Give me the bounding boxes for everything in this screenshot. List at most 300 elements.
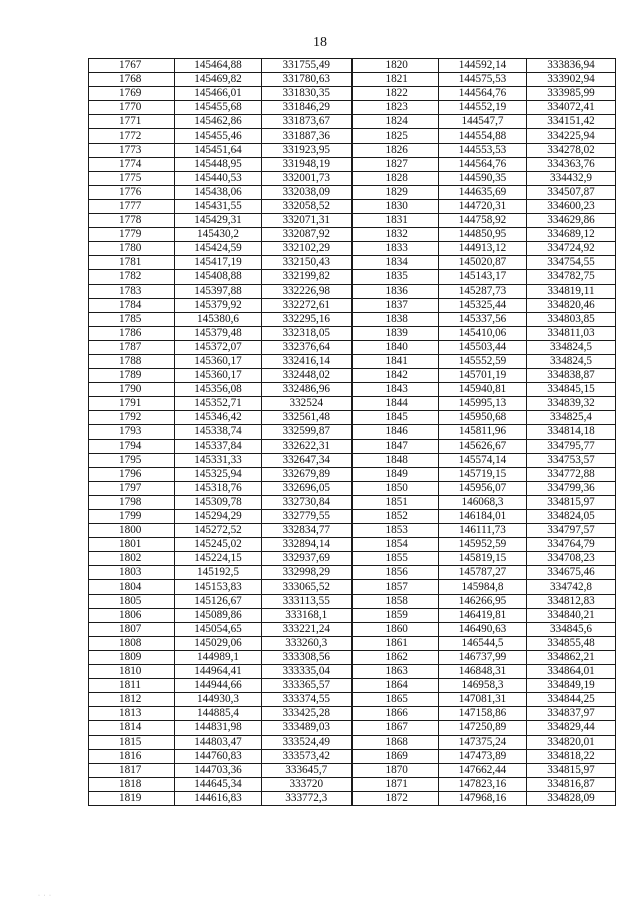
table-row	[89, 59, 616, 73]
table-cell-point-number: 1777	[89, 199, 175, 213]
table-cell-point-number: 1786	[89, 326, 175, 340]
table-cell-y-coordinate: 333113,55	[262, 594, 352, 608]
table-cell-y-coordinate: 334772,88	[527, 467, 616, 481]
table-cell-y-coordinate: 334820,46	[527, 298, 616, 312]
table-cell-point-number: 1818	[89, 777, 175, 791]
table-cell-point-number: 1820	[352, 59, 439, 73]
table-cell-x-coordinate: 145701,19	[439, 369, 527, 383]
table-cell-x-coordinate: 145029,06	[175, 636, 262, 650]
table-cell-x-coordinate: 145352,71	[175, 397, 262, 411]
table-cell-x-coordinate: 145325,94	[175, 467, 262, 481]
table-cell-x-coordinate: 144885,4	[175, 707, 262, 721]
table-row	[89, 467, 616, 481]
table-cell-point-number: 1856	[352, 566, 439, 580]
table-cell-y-coordinate: 331923,95	[262, 143, 352, 157]
table-cell-x-coordinate: 145360,17	[175, 354, 262, 368]
table-row	[89, 298, 616, 312]
scan-artifact: · · ·	[38, 893, 52, 899]
table-cell-point-number: 1870	[352, 763, 439, 777]
table-cell-x-coordinate: 146184,01	[439, 510, 527, 524]
table-cell-x-coordinate: 145143,17	[439, 270, 527, 284]
table-cell-x-coordinate: 147158,86	[439, 707, 527, 721]
table-cell-point-number: 1830	[352, 199, 439, 213]
table-row	[89, 383, 616, 397]
table-cell-y-coordinate: 331873,67	[262, 115, 352, 129]
table-cell-x-coordinate: 144553,53	[439, 143, 527, 157]
table-cell-y-coordinate: 332416,14	[262, 354, 352, 368]
table-cell-point-number: 1840	[352, 340, 439, 354]
table-cell-y-coordinate: 331846,29	[262, 101, 352, 115]
table-row	[89, 214, 616, 228]
table-cell-point-number: 1802	[89, 552, 175, 566]
table-cell-point-number: 1810	[89, 665, 175, 679]
table-cell-x-coordinate: 146266,95	[439, 594, 527, 608]
table-cell-y-coordinate: 334864,01	[527, 665, 616, 679]
table-row	[89, 763, 616, 777]
table-cell-point-number: 1806	[89, 608, 175, 622]
table-cell-x-coordinate: 145245,02	[175, 538, 262, 552]
table-cell-point-number: 1796	[89, 467, 175, 481]
table-cell-point-number: 1793	[89, 425, 175, 439]
table-cell-y-coordinate: 332272,61	[262, 298, 352, 312]
table-cell-x-coordinate: 145372,07	[175, 340, 262, 354]
table-cell-point-number: 1872	[352, 791, 439, 805]
table-cell-y-coordinate: 334225,94	[527, 129, 616, 143]
table-cell-point-number: 1782	[89, 270, 175, 284]
table-row	[89, 228, 616, 242]
table-cell-x-coordinate: 145192,5	[175, 566, 262, 580]
table-cell-x-coordinate: 144554,88	[439, 129, 527, 143]
table-cell-point-number: 1854	[352, 538, 439, 552]
table-cell-y-coordinate: 334824,05	[527, 510, 616, 524]
table-cell-point-number: 1857	[352, 580, 439, 594]
table-cell-x-coordinate: 145360,17	[175, 369, 262, 383]
table-cell-point-number: 1833	[352, 242, 439, 256]
table-cell-y-coordinate: 332679,89	[262, 467, 352, 481]
table-cell-y-coordinate: 332295,16	[262, 312, 352, 326]
table-cell-y-coordinate: 332730,84	[262, 495, 352, 509]
table-cell-x-coordinate: 145380,6	[175, 312, 262, 326]
table-cell-x-coordinate: 144635,69	[439, 185, 527, 199]
table-row	[89, 369, 616, 383]
table-cell-y-coordinate: 334803,85	[527, 312, 616, 326]
table-cell-y-coordinate: 334862,21	[527, 650, 616, 664]
table-cell-x-coordinate: 145811,96	[439, 425, 527, 439]
table-cell-x-coordinate: 144913,12	[439, 242, 527, 256]
table-cell-point-number: 1843	[352, 383, 439, 397]
table-cell-x-coordinate: 145325,44	[439, 298, 527, 312]
table-cell-x-coordinate: 145455,68	[175, 101, 262, 115]
table-cell-x-coordinate: 144944,66	[175, 679, 262, 693]
table-cell-point-number: 1779	[89, 228, 175, 242]
table-cell-x-coordinate: 145451,64	[175, 143, 262, 157]
table-cell-y-coordinate: 334754,55	[527, 256, 616, 270]
table-cell-x-coordinate: 145787,27	[439, 566, 527, 580]
table-cell-y-coordinate: 333221,24	[262, 622, 352, 636]
table-cell-x-coordinate: 144592,14	[439, 59, 527, 73]
table-cell-y-coordinate: 332599,87	[262, 425, 352, 439]
table-cell-y-coordinate: 333065,52	[262, 580, 352, 594]
table-cell-x-coordinate: 146848,31	[439, 665, 527, 679]
table-cell-y-coordinate: 332087,92	[262, 228, 352, 242]
table-row	[89, 312, 616, 326]
table-cell-y-coordinate: 334764,79	[527, 538, 616, 552]
table-cell-y-coordinate: 334845,6	[527, 622, 616, 636]
table-cell-y-coordinate: 333772,3	[262, 791, 352, 805]
table-cell-y-coordinate: 332647,34	[262, 453, 352, 467]
table-row	[89, 439, 616, 453]
table-cell-point-number: 1827	[352, 157, 439, 171]
table-row	[89, 622, 616, 636]
table-cell-point-number: 1837	[352, 298, 439, 312]
table-cell-y-coordinate: 334824,5	[527, 354, 616, 368]
table-cell-y-coordinate: 334837,97	[527, 707, 616, 721]
table-row	[89, 552, 616, 566]
table-cell-y-coordinate: 333645,7	[262, 763, 352, 777]
table-row	[89, 693, 616, 707]
table-cell-y-coordinate: 334795,77	[527, 439, 616, 453]
table-cell-y-coordinate: 332561,48	[262, 411, 352, 425]
table-cell-y-coordinate: 332199,82	[262, 270, 352, 284]
table-row	[89, 129, 616, 143]
table-row	[89, 481, 616, 495]
table-cell-y-coordinate: 334799,36	[527, 481, 616, 495]
table-cell-y-coordinate: 334814,18	[527, 425, 616, 439]
table-cell-y-coordinate: 334838,87	[527, 369, 616, 383]
table-cell-x-coordinate: 146737,99	[439, 650, 527, 664]
table-cell-x-coordinate: 145089,86	[175, 608, 262, 622]
table-cell-point-number: 1860	[352, 622, 439, 636]
table-row	[89, 326, 616, 340]
table-cell-point-number: 1819	[89, 791, 175, 805]
table-cell-point-number: 1799	[89, 510, 175, 524]
table-cell-x-coordinate: 147823,16	[439, 777, 527, 791]
table-cell-y-coordinate: 333308,56	[262, 650, 352, 664]
table-row	[89, 679, 616, 693]
table-cell-point-number: 1839	[352, 326, 439, 340]
table-cell-point-number: 1846	[352, 425, 439, 439]
table-cell-x-coordinate: 144989,1	[175, 650, 262, 664]
table-cell-x-coordinate: 145410,06	[439, 326, 527, 340]
table-cell-y-coordinate: 332038,09	[262, 185, 352, 199]
table-cell-point-number: 1825	[352, 129, 439, 143]
table-cell-point-number: 1847	[352, 439, 439, 453]
table-cell-y-coordinate: 334629,86	[527, 214, 616, 228]
table-cell-x-coordinate: 145331,33	[175, 453, 262, 467]
table-cell-x-coordinate: 147250,89	[439, 721, 527, 735]
table-cell-x-coordinate: 144760,83	[175, 749, 262, 763]
table-cell-point-number: 1800	[89, 524, 175, 538]
table-cell-x-coordinate: 145379,92	[175, 298, 262, 312]
table-cell-point-number: 1803	[89, 566, 175, 580]
table-cell-y-coordinate: 333489,03	[262, 721, 352, 735]
table-cell-point-number: 1791	[89, 397, 175, 411]
table-cell-y-coordinate: 334724,92	[527, 242, 616, 256]
table-cell-x-coordinate: 146111,73	[439, 524, 527, 538]
table-cell-y-coordinate: 333168,1	[262, 608, 352, 622]
table-cell-x-coordinate: 145356,08	[175, 383, 262, 397]
table-cell-point-number: 1768	[89, 73, 175, 87]
table-cell-x-coordinate: 144831,98	[175, 721, 262, 735]
table-cell-x-coordinate: 146068,3	[439, 495, 527, 509]
table-row	[89, 171, 616, 185]
table-cell-x-coordinate: 145379,48	[175, 326, 262, 340]
table-cell-point-number: 1841	[352, 354, 439, 368]
table-cell-point-number: 1772	[89, 129, 175, 143]
table-cell-point-number: 1834	[352, 256, 439, 270]
table-cell-x-coordinate: 144720,31	[439, 199, 527, 213]
table-cell-y-coordinate: 333335,04	[262, 665, 352, 679]
table-cell-point-number: 1804	[89, 580, 175, 594]
table-row	[89, 185, 616, 199]
table-cell-point-number: 1781	[89, 256, 175, 270]
table-cell-y-coordinate: 331755,49	[262, 59, 352, 73]
table-cell-x-coordinate: 147081,31	[439, 693, 527, 707]
table-row	[89, 256, 616, 270]
table-cell-point-number: 1868	[352, 735, 439, 749]
table-row	[89, 665, 616, 679]
table-cell-x-coordinate: 144964,41	[175, 665, 262, 679]
table-cell-y-coordinate: 332150,43	[262, 256, 352, 270]
table-cell-y-coordinate: 334708,23	[527, 552, 616, 566]
table-cell-x-coordinate: 145469,82	[175, 73, 262, 87]
table-cell-x-coordinate: 145408,88	[175, 270, 262, 284]
table-cell-x-coordinate: 145126,67	[175, 594, 262, 608]
table-cell-x-coordinate: 147375,24	[439, 735, 527, 749]
table-cell-x-coordinate: 145338,74	[175, 425, 262, 439]
table-cell-y-coordinate: 332779,55	[262, 510, 352, 524]
table-cell-point-number: 1798	[89, 495, 175, 509]
table-cell-y-coordinate: 333720	[262, 777, 352, 791]
table-cell-point-number: 1865	[352, 693, 439, 707]
table-row	[89, 354, 616, 368]
table-cell-point-number: 1835	[352, 270, 439, 284]
table-cell-x-coordinate: 146544,5	[439, 636, 527, 650]
table-cell-x-coordinate: 145224,15	[175, 552, 262, 566]
table-cell-point-number: 1852	[352, 510, 439, 524]
table-cell-x-coordinate: 145464,88	[175, 59, 262, 73]
table-cell-x-coordinate: 144645,34	[175, 777, 262, 791]
table-cell-point-number: 1784	[89, 298, 175, 312]
table-row	[89, 425, 616, 439]
table-cell-point-number: 1805	[89, 594, 175, 608]
table-cell-x-coordinate: 147473,89	[439, 749, 527, 763]
table-cell-x-coordinate: 144552,19	[439, 101, 527, 115]
table-cell-x-coordinate: 146958,3	[439, 679, 527, 693]
table-row	[89, 101, 616, 115]
table-cell-point-number: 1811	[89, 679, 175, 693]
table-cell-x-coordinate: 144803,47	[175, 735, 262, 749]
table-row	[89, 340, 616, 354]
table-cell-y-coordinate: 334600,23	[527, 199, 616, 213]
table-cell-x-coordinate: 145626,67	[439, 439, 527, 453]
table-cell-y-coordinate: 334689,12	[527, 228, 616, 242]
table-row	[89, 707, 616, 721]
table-cell-y-coordinate: 332058,52	[262, 199, 352, 213]
table-cell-point-number: 1842	[352, 369, 439, 383]
table-row	[89, 749, 616, 763]
table-cell-y-coordinate: 334072,41	[527, 101, 616, 115]
coordinates-table	[88, 58, 616, 806]
table-cell-point-number: 1858	[352, 594, 439, 608]
table-cell-y-coordinate: 333902,94	[527, 73, 616, 87]
table-cell-point-number: 1821	[352, 73, 439, 87]
table-cell-point-number: 1817	[89, 763, 175, 777]
table-cell-y-coordinate: 334844,25	[527, 693, 616, 707]
table-row	[89, 636, 616, 650]
table-cell-x-coordinate: 145309,78	[175, 495, 262, 509]
table-cell-point-number: 1828	[352, 171, 439, 185]
table-row	[89, 73, 616, 87]
table-cell-x-coordinate: 145552,59	[439, 354, 527, 368]
table-cell-y-coordinate: 332998,29	[262, 566, 352, 580]
table-cell-y-coordinate: 334839,32	[527, 397, 616, 411]
table-cell-y-coordinate: 334845,15	[527, 383, 616, 397]
table-cell-point-number: 1780	[89, 242, 175, 256]
table-cell-point-number: 1838	[352, 312, 439, 326]
table-cell-point-number: 1826	[352, 143, 439, 157]
table-cell-point-number: 1822	[352, 87, 439, 101]
table-cell-y-coordinate: 334816,87	[527, 777, 616, 791]
table-cell-y-coordinate: 334815,97	[527, 495, 616, 509]
table-cell-y-coordinate: 334742,8	[527, 580, 616, 594]
table-cell-y-coordinate: 334675,46	[527, 566, 616, 580]
table-cell-x-coordinate: 144616,83	[175, 791, 262, 805]
table-cell-point-number: 1774	[89, 157, 175, 171]
table-cell-y-coordinate: 334824,5	[527, 340, 616, 354]
table-cell-point-number: 1863	[352, 665, 439, 679]
table-cell-x-coordinate: 145337,56	[439, 312, 527, 326]
table-cell-y-coordinate: 334151,42	[527, 115, 616, 129]
table-cell-point-number: 1789	[89, 369, 175, 383]
table-row	[89, 721, 616, 735]
table-cell-x-coordinate: 145984,8	[439, 580, 527, 594]
table-cell-point-number: 1808	[89, 636, 175, 650]
table-cell-x-coordinate: 145318,76	[175, 481, 262, 495]
table-cell-y-coordinate: 332001,73	[262, 171, 352, 185]
table-row	[89, 199, 616, 213]
table-cell-y-coordinate: 334820,01	[527, 735, 616, 749]
table-cell-y-coordinate: 331780,63	[262, 73, 352, 87]
table-cell-y-coordinate: 334507,87	[527, 185, 616, 199]
table-cell-x-coordinate: 144703,36	[175, 763, 262, 777]
table-cell-y-coordinate: 331887,36	[262, 129, 352, 143]
table-cell-y-coordinate: 332524	[262, 397, 352, 411]
table-cell-point-number: 1767	[89, 59, 175, 73]
table-cell-x-coordinate: 145462,86	[175, 115, 262, 129]
table-cell-y-coordinate: 332622,31	[262, 439, 352, 453]
table-row	[89, 87, 616, 101]
table-cell-point-number: 1797	[89, 481, 175, 495]
table-row	[89, 566, 616, 580]
table-cell-point-number: 1831	[352, 214, 439, 228]
table-row	[89, 495, 616, 509]
table-cell-point-number: 1769	[89, 87, 175, 101]
table-cell-x-coordinate: 145574,14	[439, 453, 527, 467]
table-cell-y-coordinate: 333365,57	[262, 679, 352, 693]
table-cell-point-number: 1771	[89, 115, 175, 129]
table-cell-y-coordinate: 334782,75	[527, 270, 616, 284]
table-cell-point-number: 1790	[89, 383, 175, 397]
table-cell-point-number: 1862	[352, 650, 439, 664]
table-cell-y-coordinate: 334797,57	[527, 524, 616, 538]
table-cell-x-coordinate: 145455,46	[175, 129, 262, 143]
table-cell-y-coordinate: 332448,02	[262, 369, 352, 383]
table-cell-point-number: 1832	[352, 228, 439, 242]
table-cell-y-coordinate: 333985,99	[527, 87, 616, 101]
table-cell-point-number: 1807	[89, 622, 175, 636]
table-cell-x-coordinate: 145430,2	[175, 228, 262, 242]
table-row	[89, 791, 616, 805]
table-row	[89, 157, 616, 171]
table-cell-y-coordinate: 332937,69	[262, 552, 352, 566]
table-cell-point-number: 1849	[352, 467, 439, 481]
table-cell-point-number: 1829	[352, 185, 439, 199]
table-cell-point-number: 1867	[352, 721, 439, 735]
table-row	[89, 777, 616, 791]
table-cell-y-coordinate: 332226,98	[262, 284, 352, 298]
table-cell-x-coordinate: 145431,55	[175, 199, 262, 213]
table-cell-y-coordinate: 333573,42	[262, 749, 352, 763]
table-cell-x-coordinate: 145503,44	[439, 340, 527, 354]
table-cell-y-coordinate: 332894,14	[262, 538, 352, 552]
table-cell-x-coordinate: 146419,81	[439, 608, 527, 622]
table-cell-point-number: 1848	[352, 453, 439, 467]
table-row	[89, 538, 616, 552]
table-cell-y-coordinate: 334819,11	[527, 284, 616, 298]
table-cell-y-coordinate: 334278,02	[527, 143, 616, 157]
table-cell-point-number: 1776	[89, 185, 175, 199]
table-row	[89, 524, 616, 538]
table-cell-x-coordinate: 144547,7	[439, 115, 527, 129]
table-cell-x-coordinate: 145466,01	[175, 87, 262, 101]
table-cell-x-coordinate: 145940,81	[439, 383, 527, 397]
table-cell-y-coordinate: 334825,4	[527, 411, 616, 425]
table-cell-x-coordinate: 145440,53	[175, 171, 262, 185]
table-cell-point-number: 1812	[89, 693, 175, 707]
table-cell-y-coordinate: 334849,19	[527, 679, 616, 693]
table-cell-y-coordinate: 334812,83	[527, 594, 616, 608]
table-row	[89, 284, 616, 298]
table-cell-y-coordinate: 333836,94	[527, 59, 616, 73]
table-cell-y-coordinate: 334811,03	[527, 326, 616, 340]
table-cell-point-number: 1785	[89, 312, 175, 326]
table-cell-y-coordinate: 333374,55	[262, 693, 352, 707]
table-cell-x-coordinate: 145995,13	[439, 397, 527, 411]
table-cell-point-number: 1794	[89, 439, 175, 453]
table-cell-point-number: 1824	[352, 115, 439, 129]
table-cell-y-coordinate: 334818,22	[527, 749, 616, 763]
table-cell-x-coordinate: 145950,68	[439, 411, 527, 425]
table-cell-y-coordinate: 332071,31	[262, 214, 352, 228]
table-cell-point-number: 1783	[89, 284, 175, 298]
table-cell-x-coordinate: 145719,15	[439, 467, 527, 481]
table-cell-point-number: 1855	[352, 552, 439, 566]
table-cell-x-coordinate: 144564,76	[439, 87, 527, 101]
table-cell-y-coordinate: 331830,35	[262, 87, 352, 101]
table-cell-x-coordinate: 144930,3	[175, 693, 262, 707]
table-cell-point-number: 1778	[89, 214, 175, 228]
table-cell-point-number: 1816	[89, 749, 175, 763]
table-row	[89, 735, 616, 749]
table-cell-y-coordinate: 332376,64	[262, 340, 352, 354]
table-cell-y-coordinate: 334855,48	[527, 636, 616, 650]
table-cell-x-coordinate: 145429,31	[175, 214, 262, 228]
table-cell-point-number: 1859	[352, 608, 439, 622]
table-cell-point-number: 1795	[89, 453, 175, 467]
table-row	[89, 143, 616, 157]
table-cell-x-coordinate: 144575,53	[439, 73, 527, 87]
